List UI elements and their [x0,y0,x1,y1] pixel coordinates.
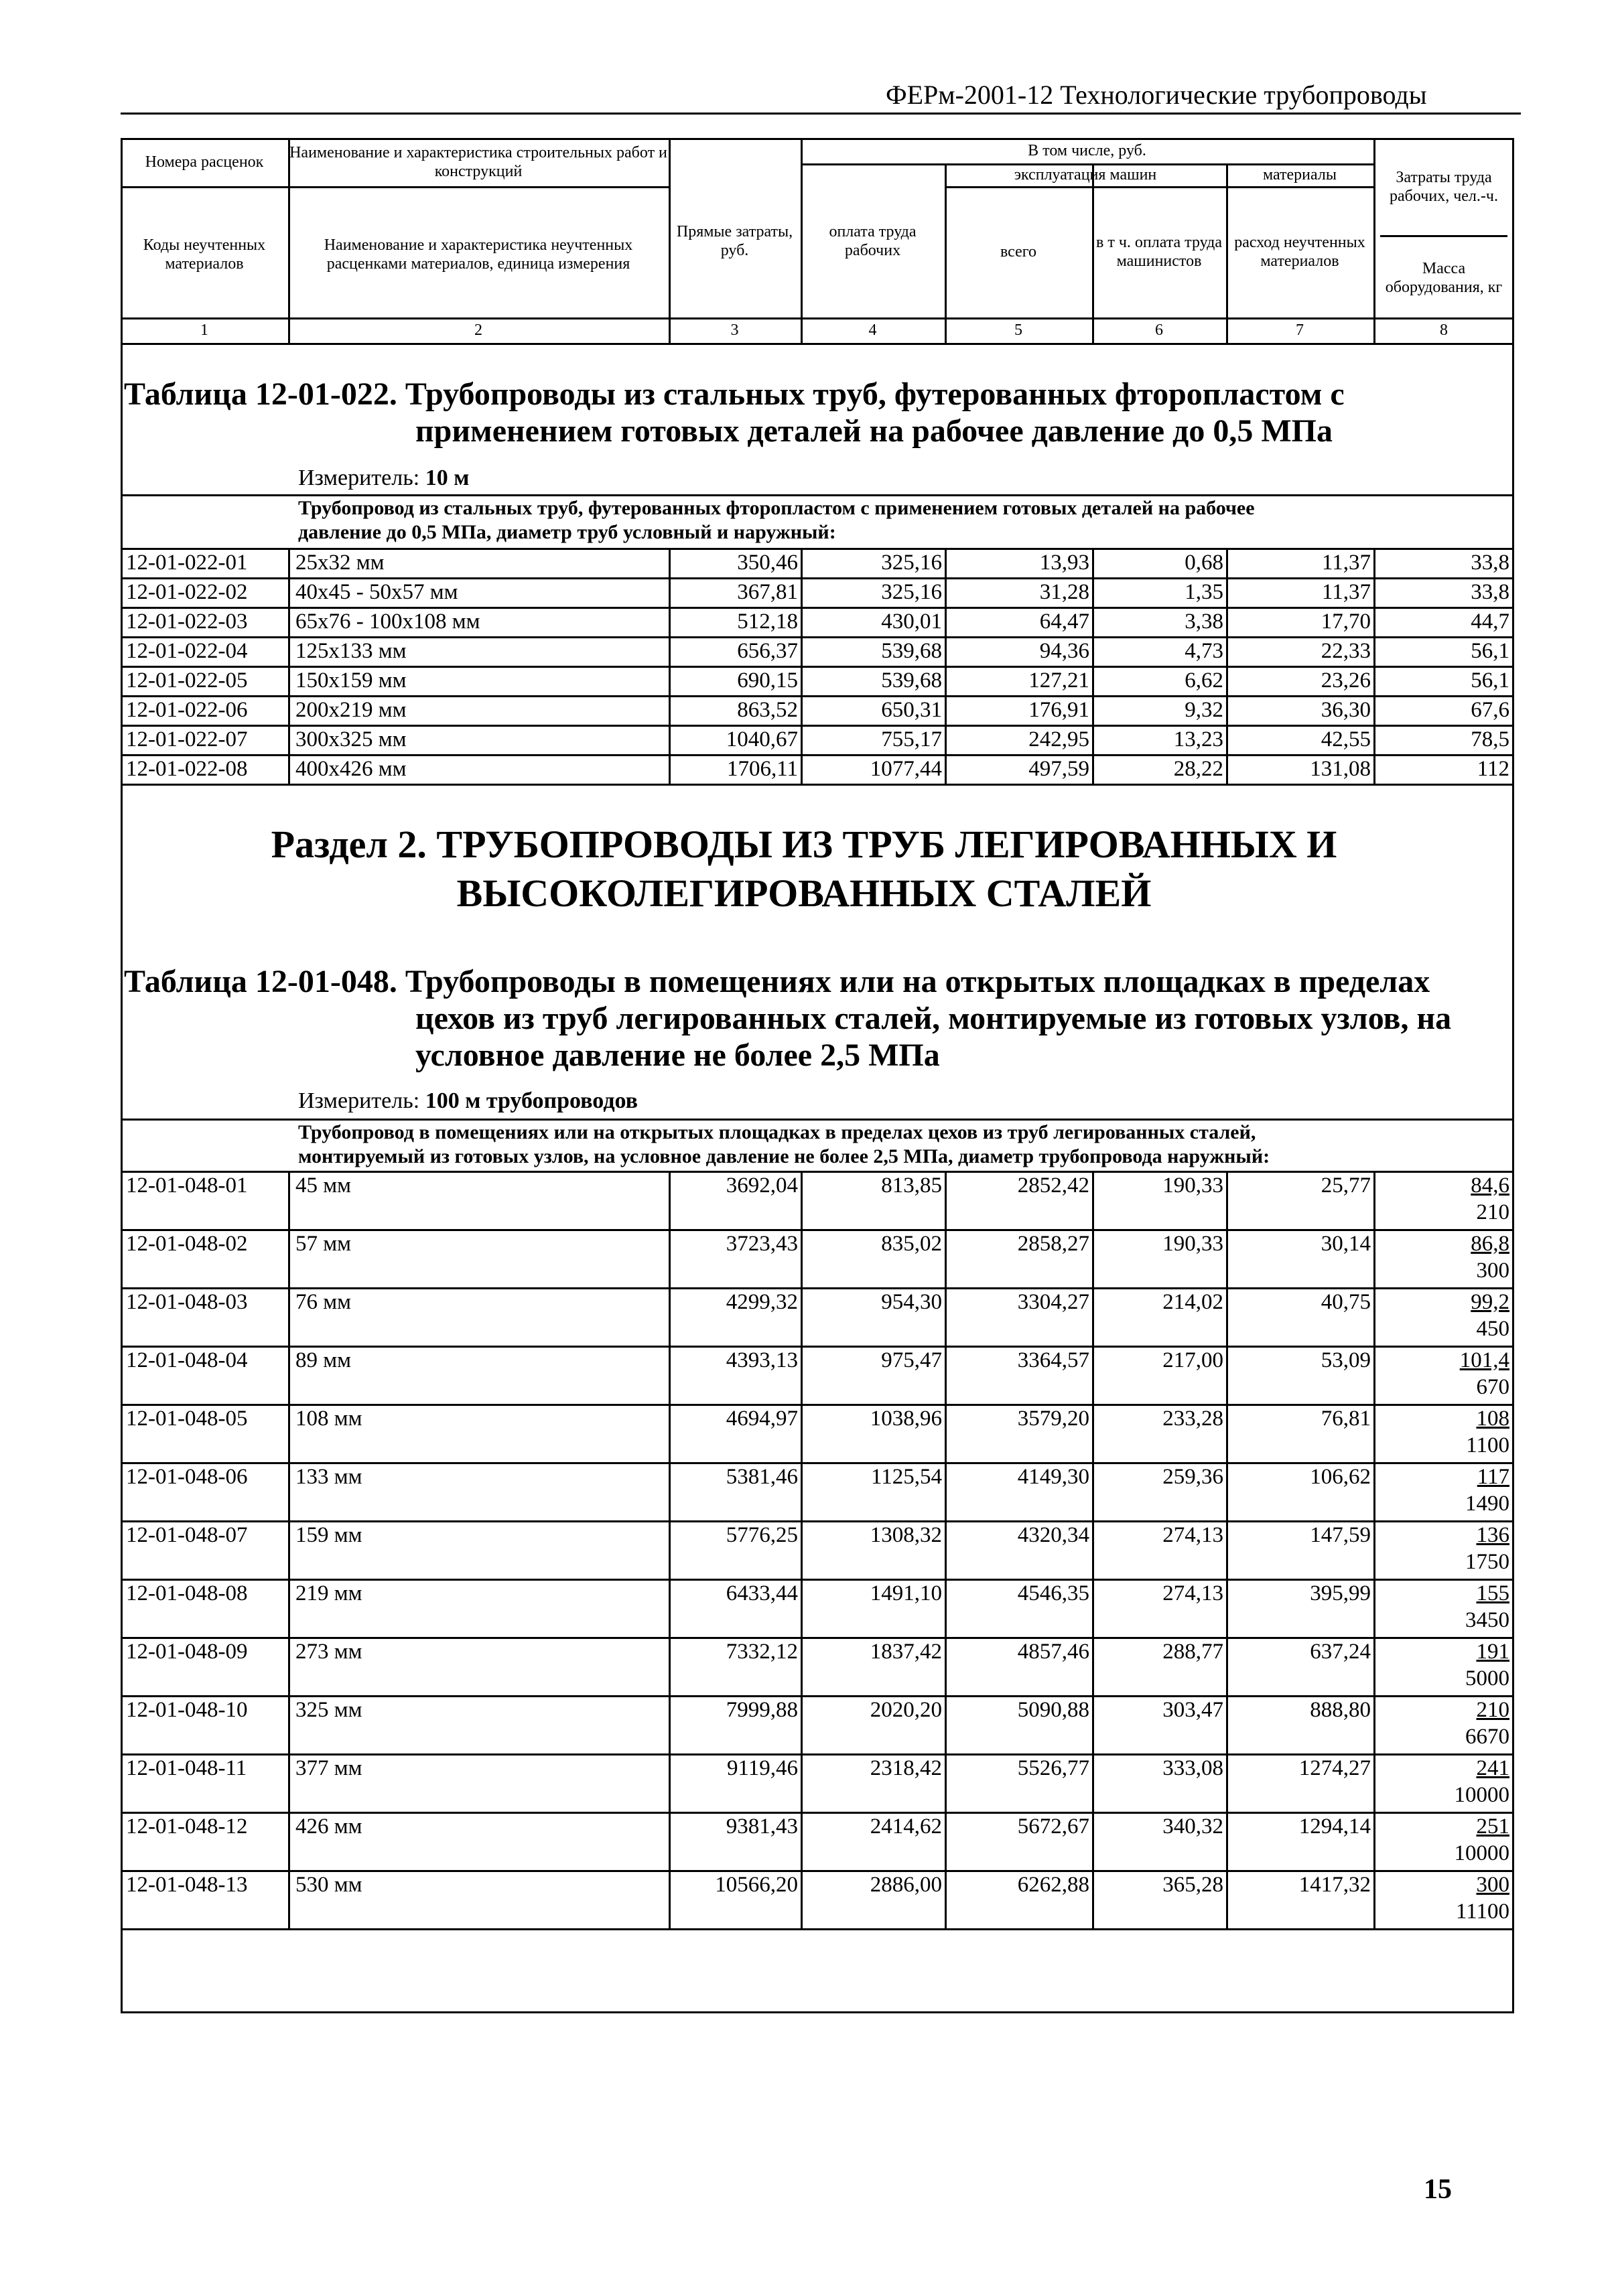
col2-bottom: Наименование и характеристика неучтенных расценками материалов, единица измерения [324,236,633,273]
cell-mach: 64,47 [1039,609,1089,634]
cell-direct: 9119,46 [726,1756,798,1780]
cell-mach-labor: 6,62 [1185,668,1223,693]
row-divider [121,784,1514,786]
cell-labor: 1491,10 [870,1581,942,1605]
table-row [123,608,1512,636]
cell-code: 12-01-048-07 [126,1523,248,1547]
cell-mat: 106,62 [1310,1465,1371,1489]
cell-hours: 78,5 [1471,727,1509,751]
cell-direct: 5776,25 [726,1523,798,1547]
cell-code: 12-01-048-05 [126,1407,248,1431]
cell-hours: 108 [1476,1407,1509,1431]
cell-hours: 112 [1477,757,1509,781]
cell-code: 12-01-048-04 [126,1348,248,1372]
cell-mach-labor: 340,32 [1162,1814,1223,1839]
table2-description: Трубопровод в помещениях или на открытых площадках в пределах цехов из труб легированных сталей, [298,1121,1256,1143]
cell-labor: 539,68 [881,668,942,693]
cell-hours: 56,1 [1471,639,1509,663]
cell-code: 12-01-022-05 [126,668,248,693]
cell-direct: 4694,97 [726,1407,798,1431]
col-number: 4 [868,321,877,339]
cell-hours: 300 [1476,1873,1509,1897]
cell-name: 426 мм [295,1814,362,1839]
cell-labor: 835,02 [881,1232,942,1256]
cell-direct: 3692,04 [726,1173,798,1198]
cell-mach: 3364,57 [1017,1348,1089,1372]
table-row [123,1463,1512,1520]
cell-labor: 539,68 [881,639,942,663]
cell-mat: 25,77 [1321,1173,1371,1198]
cell-labor: 755,17 [881,727,942,751]
table1-title-cont: применением готовых деталей на рабочее давление до 0,5 МПа [415,413,1333,449]
table-row [123,1638,1512,1695]
table-row [123,1405,1512,1462]
cell-mat: 147,59 [1310,1523,1371,1547]
table-row [123,1755,1512,1812]
cell-mach-labor: 274,13 [1162,1581,1223,1605]
cell-name: 89 мм [295,1348,352,1372]
cell-mat: 395,99 [1310,1581,1371,1605]
col7-materials: расход неучтенных материалов [1234,234,1365,270]
cell-hours: 33,8 [1471,551,1509,575]
row-divider [121,1928,1514,1930]
cell-labor: 430,01 [881,609,942,634]
cell-hours: 84,6 [1471,1173,1509,1198]
cell-mach: 13,93 [1039,551,1089,575]
cell-mach: 4320,34 [1017,1523,1089,1547]
cell-code: 12-01-048-06 [126,1465,248,1489]
cell-code: 12-01-048-12 [126,1814,248,1839]
cell-mach: 2852,42 [1017,1173,1089,1198]
measure-label: Измеритель: [298,1088,420,1113]
cell-mass: 10000 [1454,1841,1509,1865]
cell-labor: 1125,54 [870,1465,942,1489]
cell-code: 12-01-022-07 [126,727,248,751]
cell-mach: 5672,67 [1017,1814,1089,1839]
cell-direct: 656,37 [737,639,798,663]
row-divider [121,494,1514,496]
cell-name: 325 мм [295,1698,362,1722]
cell-name: 219 мм [295,1581,362,1605]
cell-name: 57 мм [295,1232,352,1256]
cell-name: 200х219 мм [295,698,407,722]
cell-mat: 11,37 [1321,551,1371,575]
cell-mass: 5000 [1465,1666,1509,1691]
cell-direct: 5381,46 [726,1465,798,1489]
table2-title-cont2: условное давление не более 2,5 МПа [415,1037,940,1073]
cell-mach: 4546,35 [1017,1581,1089,1605]
cell-mat: 1417,32 [1298,1873,1371,1897]
cell-direct: 6433,44 [726,1581,798,1605]
cell-mass: 300 [1476,1259,1509,1283]
table-row [123,1289,1512,1346]
table2-title: Таблица 12-01-048. Трубопроводы в помещениях или на открытых площадках в пределах [124,964,1430,999]
cell-name: 76 мм [295,1290,352,1314]
row-divider [121,343,1514,345]
cell-labor: 2318,42 [870,1756,942,1780]
table-row [123,1522,1512,1579]
cell-mach-labor: 274,13 [1162,1523,1223,1547]
table-row [123,756,1512,784]
table1-description-cont: давление до 0,5 МПа, диаметр труб условный и наружный: [298,521,836,543]
table2-title-cont: цехов из труб легированных сталей, монтируемые из готовых узлов, на [415,1001,1452,1036]
row-divider [121,186,288,188]
col8-top: Затраты труда рабочих, чел.-ч. [1390,168,1498,205]
table-row [123,1347,1512,1404]
section-title: Раздел 2. ТРУБОПРОВОДЫ ИЗ ТРУБ ЛЕГИРОВАННЫХ И [271,822,1337,866]
cell-name: 400х426 мм [295,757,407,781]
cell-hours: 155 [1476,1581,1509,1605]
cell-mach: 6262,88 [1017,1873,1089,1897]
cell-mach-labor: 28,22 [1173,757,1223,781]
cell-name: 65х76 - 100х108 мм [295,609,480,634]
cell-direct: 512,18 [737,609,798,634]
measure-label: Измеритель: [298,465,420,490]
table1-description: Трубопровод из стальных труб, футерованных фторопластом с применением готовых деталей на рабочее [298,497,1255,519]
cell-mach-labor: 303,47 [1162,1698,1223,1722]
cell-hours: 191 [1476,1640,1509,1664]
cell-mat: 11,37 [1321,580,1371,604]
cell-direct: 863,52 [737,698,798,722]
row-divider [1380,235,1507,237]
cell-labor: 1077,44 [870,757,942,781]
cell-code: 12-01-048-11 [126,1756,247,1780]
cell-hours: 117 [1477,1465,1509,1489]
table-row [123,1172,1512,1229]
cell-name: 108 мм [295,1407,362,1431]
col5-total: всего [1000,243,1037,261]
cell-mach-labor: 233,28 [1162,1407,1223,1431]
cell-mach: 31,28 [1039,580,1089,604]
cell-code: 12-01-048-03 [126,1290,248,1314]
cell-direct: 10566,20 [715,1873,798,1897]
table-row [123,1580,1512,1637]
cell-mat: 17,70 [1321,609,1371,634]
cell-mach-labor: 0,68 [1185,551,1223,575]
cell-mass: 1100 [1466,1433,1509,1457]
table-row [123,549,1512,577]
cell-labor: 2414,62 [870,1814,942,1839]
table-row [123,1871,1512,1928]
page-number: 15 [1424,2174,1452,2205]
cell-mach: 242,95 [1028,727,1089,751]
cell-name: 273 мм [295,1640,362,1664]
cell-hours: 44,7 [1471,609,1509,634]
cell-mass: 1490 [1465,1492,1509,1516]
cell-mach-labor: 333,08 [1162,1756,1223,1780]
cell-mach: 3579,20 [1017,1407,1089,1431]
cell-mach: 127,21 [1028,668,1089,693]
cell-labor: 975,47 [881,1348,942,1372]
table-row [123,726,1512,754]
col3-direct-costs: Прямые затраты, руб. [676,223,793,259]
table2-description-cont: монтируемый из готовых узлов, на условное давление не более 2,5 МПа, диаметр трубопровода наружный: [298,1145,1270,1167]
measure-value: 10 м [425,465,470,490]
col-number: 6 [1155,321,1163,339]
cell-direct: 7999,88 [726,1698,798,1722]
col6-operators: в т ч. оплата труда машинистов [1096,234,1222,270]
cell-direct: 350,46 [737,551,798,575]
cell-mach-labor: 3,38 [1185,609,1223,634]
table-header [121,138,1514,343]
cell-labor: 954,30 [881,1290,942,1314]
cell-labor: 813,85 [881,1173,942,1198]
cell-mach: 497,59 [1028,757,1089,781]
cell-hours: 210 [1476,1698,1509,1722]
cell-direct: 1040,67 [726,727,798,751]
cell-labor: 325,16 [881,580,942,604]
cell-mach: 176,91 [1028,698,1089,722]
cell-mach: 4857,46 [1017,1640,1089,1664]
cell-mat: 131,08 [1310,757,1371,781]
section-title-cont: ВЫСОКОЛЕГИРОВАННЫХ СТАЛЕЙ [456,871,1152,915]
cell-mass: 670 [1476,1375,1509,1399]
cell-labor: 2020,20 [870,1698,942,1722]
cell-hours: 56,1 [1471,668,1509,693]
incl-header: В том числе, руб. [1028,142,1146,159]
cell-mat: 888,80 [1310,1698,1371,1722]
cell-mass: 450 [1476,1317,1509,1341]
cell-code: 12-01-048-13 [126,1873,248,1897]
cell-code: 12-01-048-10 [126,1698,248,1722]
table-row [123,1813,1512,1870]
cell-hours: 101,4 [1459,1348,1509,1372]
cell-mach-labor: 4,73 [1185,639,1223,663]
cell-mach-labor: 190,33 [1162,1173,1223,1198]
cell-hours: 241 [1476,1756,1509,1780]
cell-name: 125х133 мм [295,639,407,663]
cell-mach-labor: 214,02 [1162,1290,1223,1314]
col2-top: Наименование и характеристика строительных работ и конструкций [289,144,667,180]
cell-mach-labor: 288,77 [1162,1640,1223,1664]
cell-mass: 6670 [1465,1725,1509,1749]
cell-direct: 9381,43 [726,1814,798,1839]
cell-mat: 42,55 [1321,727,1371,751]
cell-direct: 1706,11 [726,757,798,781]
cell-mat: 30,14 [1321,1232,1371,1256]
cell-mach: 94,36 [1039,639,1089,663]
cell-mach-labor: 13,23 [1173,727,1223,751]
cell-name: 40х45 - 50х57 мм [295,580,458,604]
cell-mach: 5090,88 [1017,1698,1089,1722]
cell-direct: 4299,32 [726,1290,798,1314]
cell-mat: 1294,14 [1298,1814,1371,1839]
cell-hours: 99,2 [1471,1290,1509,1314]
cell-code: 12-01-022-08 [126,757,248,781]
cell-hours: 86,8 [1471,1232,1509,1256]
row-divider [288,186,669,188]
table-row [123,638,1512,666]
col-number: 8 [1440,321,1448,339]
col-number: 3 [730,321,739,339]
cell-mat: 23,26 [1321,668,1371,693]
cell-mat: 53,09 [1321,1348,1371,1372]
cell-direct: 690,15 [737,668,798,693]
cell-mach-labor: 1,35 [1185,580,1223,604]
table1-title: Таблица 12-01-022. Трубопроводы из стальных труб, футерованных фторопластом с [124,376,1345,412]
cell-name: 159 мм [295,1523,362,1547]
col1-top: Номера расценок [145,153,264,171]
cell-mach-labor: 9,32 [1185,698,1223,722]
cell-code: 12-01-022-02 [126,580,248,604]
cell-mat: 1274,27 [1298,1756,1371,1780]
row-divider [121,1119,1514,1121]
cell-hours: 251 [1476,1814,1509,1839]
cell-code: 12-01-048-09 [126,1640,248,1664]
cell-code: 12-01-022-04 [126,639,248,663]
cell-mass: 11100 [1455,1899,1509,1924]
cell-mass: 1750 [1465,1550,1509,1574]
cell-mach-labor: 217,00 [1162,1348,1223,1372]
cell-labor: 1837,42 [870,1640,942,1664]
machines-header: эксплуатация машин [1014,166,1157,184]
cell-mat: 22,33 [1321,639,1371,663]
cell-name: 300х325 мм [295,727,407,751]
cell-direct: 7332,12 [726,1640,798,1664]
cell-mach: 2858,27 [1017,1232,1089,1256]
cell-labor: 325,16 [881,551,942,575]
col4-labor: оплата труда рабочих [829,223,917,259]
cell-code: 12-01-048-02 [126,1232,248,1256]
cell-name: 25х32 мм [295,551,385,575]
cell-mat: 76,81 [1321,1407,1371,1431]
cell-mat: 637,24 [1310,1640,1371,1664]
col8-bottom: Масса оборудования, кг [1385,260,1503,296]
cell-mach: 5526,77 [1017,1756,1089,1780]
cell-labor: 1038,96 [870,1407,942,1431]
cell-mass: 210 [1476,1200,1509,1224]
cell-mach-labor: 259,36 [1162,1465,1223,1489]
header-rule [121,113,1521,115]
col1-bottom: Коды неучтенных материалов [143,236,266,273]
cell-name: 377 мм [295,1756,362,1780]
cell-mach: 3304,27 [1017,1290,1089,1314]
document-header: ФЕРм-2001-12 Технологические трубопроводы [886,80,1427,110]
table-row [123,1697,1512,1753]
cell-hours: 33,8 [1471,580,1509,604]
table-row [123,697,1512,725]
cell-mat: 36,30 [1321,698,1371,722]
cell-code: 12-01-048-01 [126,1173,248,1198]
cell-code: 12-01-048-08 [126,1581,248,1605]
col-number: 2 [474,321,482,339]
col-number: 5 [1014,321,1022,339]
table1-measure [298,465,469,491]
cell-direct: 3723,43 [726,1232,798,1256]
cell-hours: 67,6 [1471,698,1509,722]
table-row [123,579,1512,607]
cell-labor: 2886,00 [870,1873,942,1897]
col-number: 7 [1296,321,1304,339]
cell-mass: 3450 [1465,1608,1509,1632]
cell-name: 530 мм [295,1873,362,1897]
cell-name: 133 мм [295,1465,362,1489]
cell-labor: 650,31 [881,698,942,722]
cell-direct: 367,81 [737,580,798,604]
cell-code: 12-01-022-06 [126,698,248,722]
cell-mach: 4149,30 [1017,1465,1089,1489]
cell-code: 12-01-022-01 [126,551,248,575]
cell-code: 12-01-022-03 [126,609,248,634]
table-row [123,1230,1512,1287]
cell-name: 150х159 мм [295,668,407,693]
cell-name: 45 мм [295,1173,352,1198]
cell-mach-labor: 365,28 [1162,1873,1223,1897]
table-row [123,667,1512,695]
cell-mat: 40,75 [1321,1290,1371,1314]
cell-labor: 1308,32 [870,1523,942,1547]
cell-mach-labor: 190,33 [1162,1232,1223,1256]
cell-hours: 136 [1476,1523,1509,1547]
table2-measure [298,1088,638,1114]
measure-value: 100 м трубопроводов [425,1088,638,1113]
cell-direct: 4393,13 [726,1348,798,1372]
cell-mass: 10000 [1454,1783,1509,1807]
materials-header: материалы [1262,166,1337,184]
col-number: 1 [200,321,208,339]
